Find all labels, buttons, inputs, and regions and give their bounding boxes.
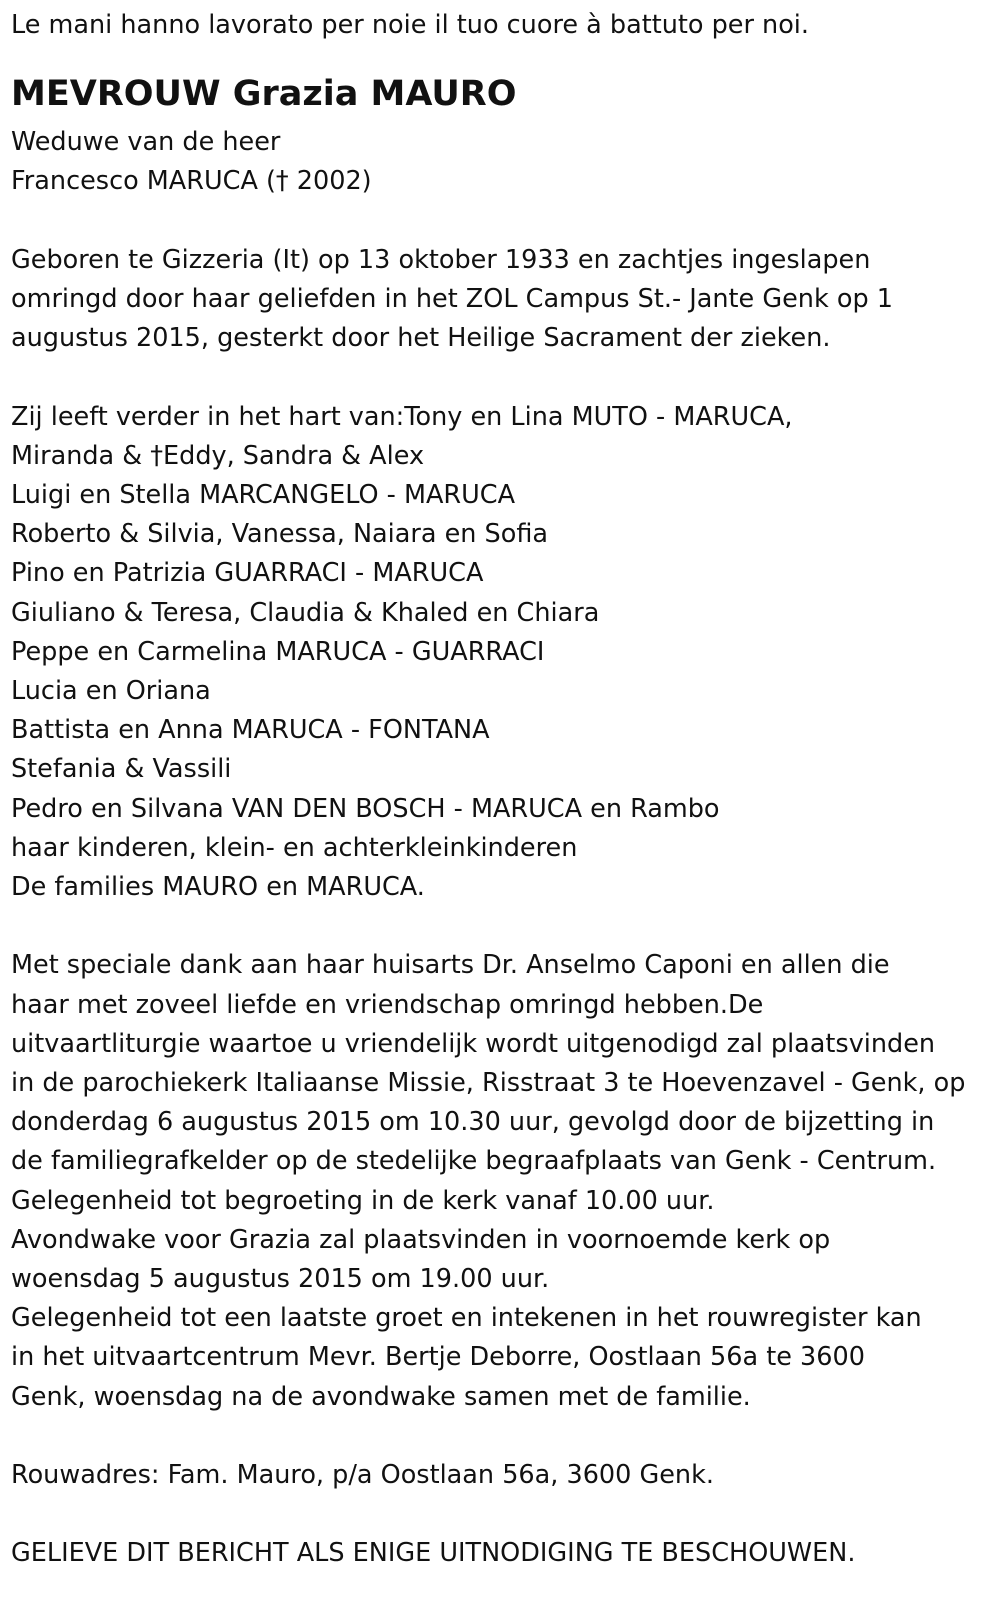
text-line: haar met zoveel liefde en vriendschap omringd hebben.De [11,989,764,1020]
spacer [11,1417,1000,1456]
thanks-and-ceremony-paragraph [11,946,1000,1416]
text-line: donderdag 6 augustus 2015 om 10.30 uur, gevolgd door de bijzetting in [11,1107,935,1138]
family-line: Luigi en Stella MARCANGELO - MARUCA [11,480,516,510]
text-line: de familiegrafkelder op de stedelijke begraafplaats van Genk - Centrum. [11,1146,937,1177]
spacer [11,1495,1000,1534]
family-line: haar kinderen, klein- en achterkleinkinderen [11,832,578,863]
text-line: augustus 2015, gesterkt door het Heilige Sacrament der zieken. [11,323,831,354]
widow-info [11,123,1000,201]
text-line: woensdag 5 augustus 2015 om 19.00 uur. [11,1264,550,1295]
family-line: De families MAURO en MARUCA. [11,872,425,903]
family-line: Roberto & Silvia, Vanessa, Naiara en Sofia [11,519,549,550]
text-line: in de parochiekerk Italiaanse Missie, Risstraat 3 te Hoevenzavel - Genk, op [11,1068,966,1099]
family-line: Giuliano & Teresa, Claudia & Khaled en Chiara [11,597,600,628]
text-line: omringd door haar geliefden in het ZOL Campus St.- Jante Genk op 1 [11,284,893,314]
spacer [11,907,1000,946]
birth-death-paragraph [11,241,1000,359]
family-line: Stefania & Vassili [11,754,232,785]
invitation-notice: GELIEVE DIT BERICHT ALS ENIGE UITNODIGING TE BESCHOUWEN. [11,1538,856,1569]
text-line: Gelegenheid tot begroeting in de kerk vanaf 10.00 uur. [11,1185,715,1216]
family-list [11,398,1000,908]
spacer [11,358,1000,397]
family-line: Lucia en Oriana [11,676,211,707]
text-line: Met speciale dank aan haar huisarts Dr. Anselmo Caponi en allen die [11,950,890,981]
family-line: Peppe en Carmelina MARUCA - GUARRACI [11,636,545,667]
spacer [11,202,1000,241]
spouse-line: Francesco MARUCA († 2002) [11,166,372,197]
family-line: Pino en Patrizia GUARRACI - MARUCA [11,558,484,589]
text-line: Genk, woensdag na de avondwake samen met de familie. [11,1381,751,1412]
family-line: Zij leeft verder in het hart van:Tony en Lina MUTO - MARUCA, [11,401,793,432]
family-line: Miranda & †Eddy, Sandra & Alex [11,440,425,471]
text-line: Geboren te Gizzeria (It) op 13 oktober 1933 en zachtjes ingeslapen [11,244,871,275]
text-line: Avondwake voor Grazia zal plaatsvinden in voornoemde kerk op [11,1224,831,1255]
text-line: Gelegenheid tot een laatste groet en intekenen in het rouwregister kan [11,1303,922,1334]
text-line: in het uitvaartcentrum Mevr. Bertje Deborre, Oostlaan 56a te 3600 [11,1342,865,1373]
family-line: Battista en Anna MARUCA - FONTANA [11,715,490,746]
widow-line: Weduwe van de heer [11,127,281,158]
motto: Le mani hanno lavorato per noie il tuo cuore à battuto per noi. [11,10,809,40]
family-line: Pedro en Silvana VAN DEN BOSCH - MARUCA en Rambo [11,793,720,824]
deceased-name: MEVROUW Grazia MAURO [11,74,517,115]
mourning-address: Rouwadres: Fam. Mauro, p/a Oostlaan 56a, 3600 Genk. [11,1460,714,1491]
text-line: uitvaartliturgie waartoe u vriendelijk wordt uitgenodigd zal plaatsvinden [11,1028,936,1059]
